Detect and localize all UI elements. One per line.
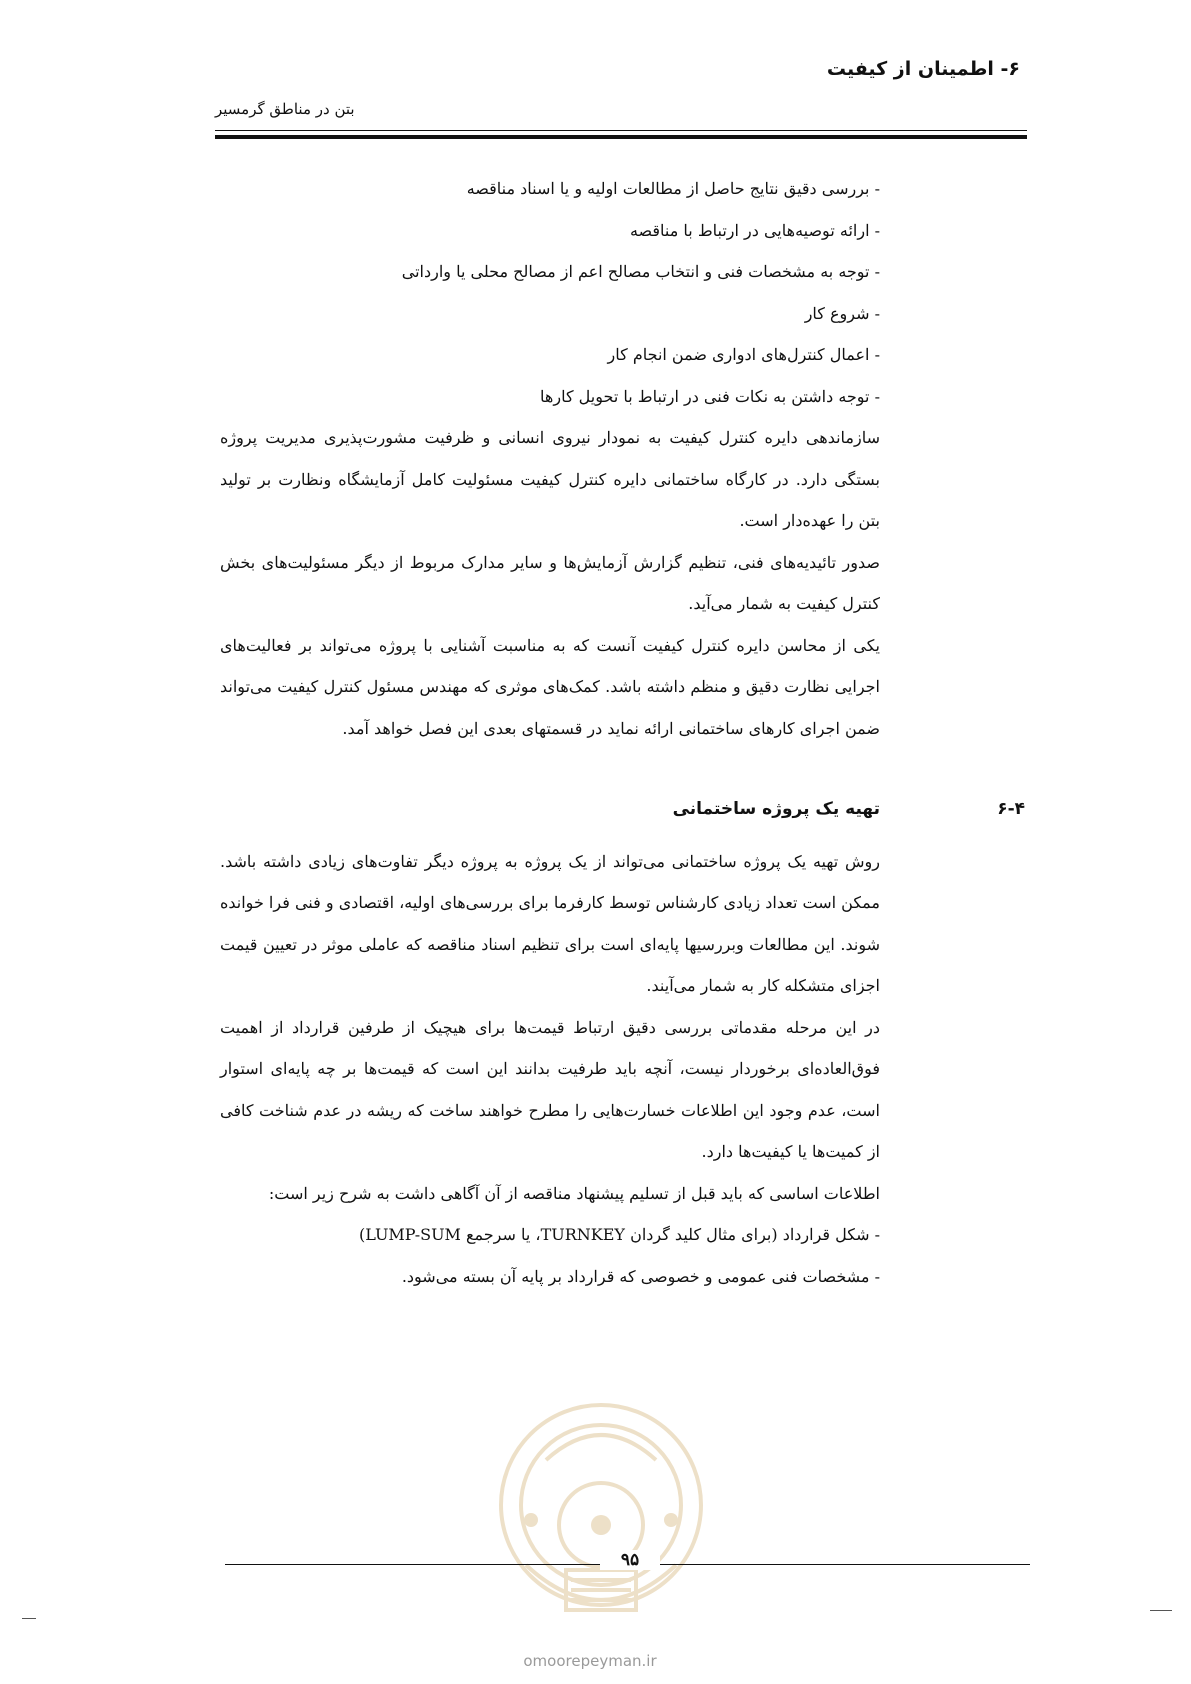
section-heading (220, 789, 1025, 831)
list-item: - بررسی دقیق نتایج حاصل از مطالعات اولیه و یا اسناد مناقصه (466, 179, 880, 198)
bullet-list-1 (220, 168, 880, 417)
watermark-url: omoorepeyman.ir (523, 1652, 657, 1670)
scan-edge-mark-left (22, 1618, 36, 1619)
scan-edge-mark-right (1150, 1610, 1172, 1611)
paragraph: روش تهیه یک پروژه ساختمانی می‌تواند از یک پروژه به پروژه دیگر تفاوت‌های زیادی داشته باشد. ممکن است تعداد زیادی کارشناس توسط کارفرما برای بررسی‌های اولیه، اقتصادی و فنی فرا خوانده شوند. این مطالعات وبررسیها پایه‌ای است برای تنظیم اسناد مناقصه که عاملی موثر در تعیین قیمت اجزای متشکله کار به شمار می‌آیند. (220, 851, 880, 995)
section-number: ۶-۴ (997, 799, 1025, 819)
paragraph: در این مرحله مقدماتی بررسی دقیق ارتباط قیمت‌ها برای هیچیک از طرفین قرارداد از اهمیت فوق‌العاده‌ای برخوردار نیست، آنچه باید طرفیت بدانند این است که قیمت‌ها بر چه پایه‌ای استوار است، عدم وجود این اطلاعات خسارت‌هایی را مطرح خواهند ساخت که ریشه در عدم شناخت کافی از کمیت‌ها یا کیفیت‌ها دارد. (220, 1017, 881, 1161)
header-rule-thick (215, 135, 1027, 139)
list-item: - توجه به مشخصات فنی و انتخاب مصالح اعم از مصالح محلی یا وارداتی (401, 262, 880, 281)
header-rule-thin (215, 130, 1027, 131)
publisher-stamp-watermark (486, 1390, 716, 1640)
page-number: ۹۵ (600, 1550, 660, 1570)
chapter-title: ۶- اطمینان از کیفیت (826, 58, 1020, 80)
list-item: - مشخصات فنی عمومی و خصوصی که قرارداد بر پایه آن بسته می‌شود. (401, 1266, 880, 1286)
list-item: - اعمال کنترل‌های ادواری ضمن انجام کار (607, 345, 880, 364)
paragraph: اطلاعات اساسی که باید قبل از تسلیم پیشنهاد مناقصه از آن آگاهی داشت به شرح زیر است: (268, 1183, 880, 1203)
paragraph: صدور تائیدیه‌های فنی، تنظیم گزارش آزمایش‌ها و سایر مدارک مربوط از دیگر مسئولیت‌های بخش کنترل کیفیت به شمار می‌آید. (220, 552, 880, 613)
list-item: - شکل قرارداد (برای مثال کلید گردان TURNKEY، یا سرجمع LUMP-SUM) (358, 1225, 880, 1244)
paragraph: یکی از محاسن دایره کنترل کیفیت آنست که به مناسبت آشنایی با پروژه می‌تواند بر فعالیت‌های اجرایی نظارت دقیق و منظم داشته باشد. کمک‌های موثری که مهندس مسئول کنترل کیفیت می‌تواند ضمن اجرای کارهای ساختمانی ارائه نماید در قسمتهای بعدی این فصل خواهد آمد. (220, 635, 880, 738)
book-title: بتن در مناطق گرمسیر (215, 100, 355, 118)
bullet-list-2 (220, 1214, 880, 1297)
list-item: - توجه داشتن به نکات فنی در ارتباط با تحویل کارها (540, 386, 880, 406)
list-item: - شروع کار (804, 303, 880, 323)
paragraph: سازماندهی دایره کنترل کیفیت به نمودار نیروی انسانی و ظرفیت مشورت‌پذیری مدیریت پروژه بستگی دارد. در کارگاه ساختمانی دایره کنترل کیفیت مسئولیت کامل آزمایشگاه ونظارت بر تولید بتن را عهده‌دار است. (220, 428, 880, 530)
section-title: تهیه یک پروژه ساختمانی (672, 799, 880, 819)
page-body (220, 168, 1025, 1297)
list-item: - ارائه توصیه‌هایی در ارتباط با مناقصه (629, 220, 880, 240)
